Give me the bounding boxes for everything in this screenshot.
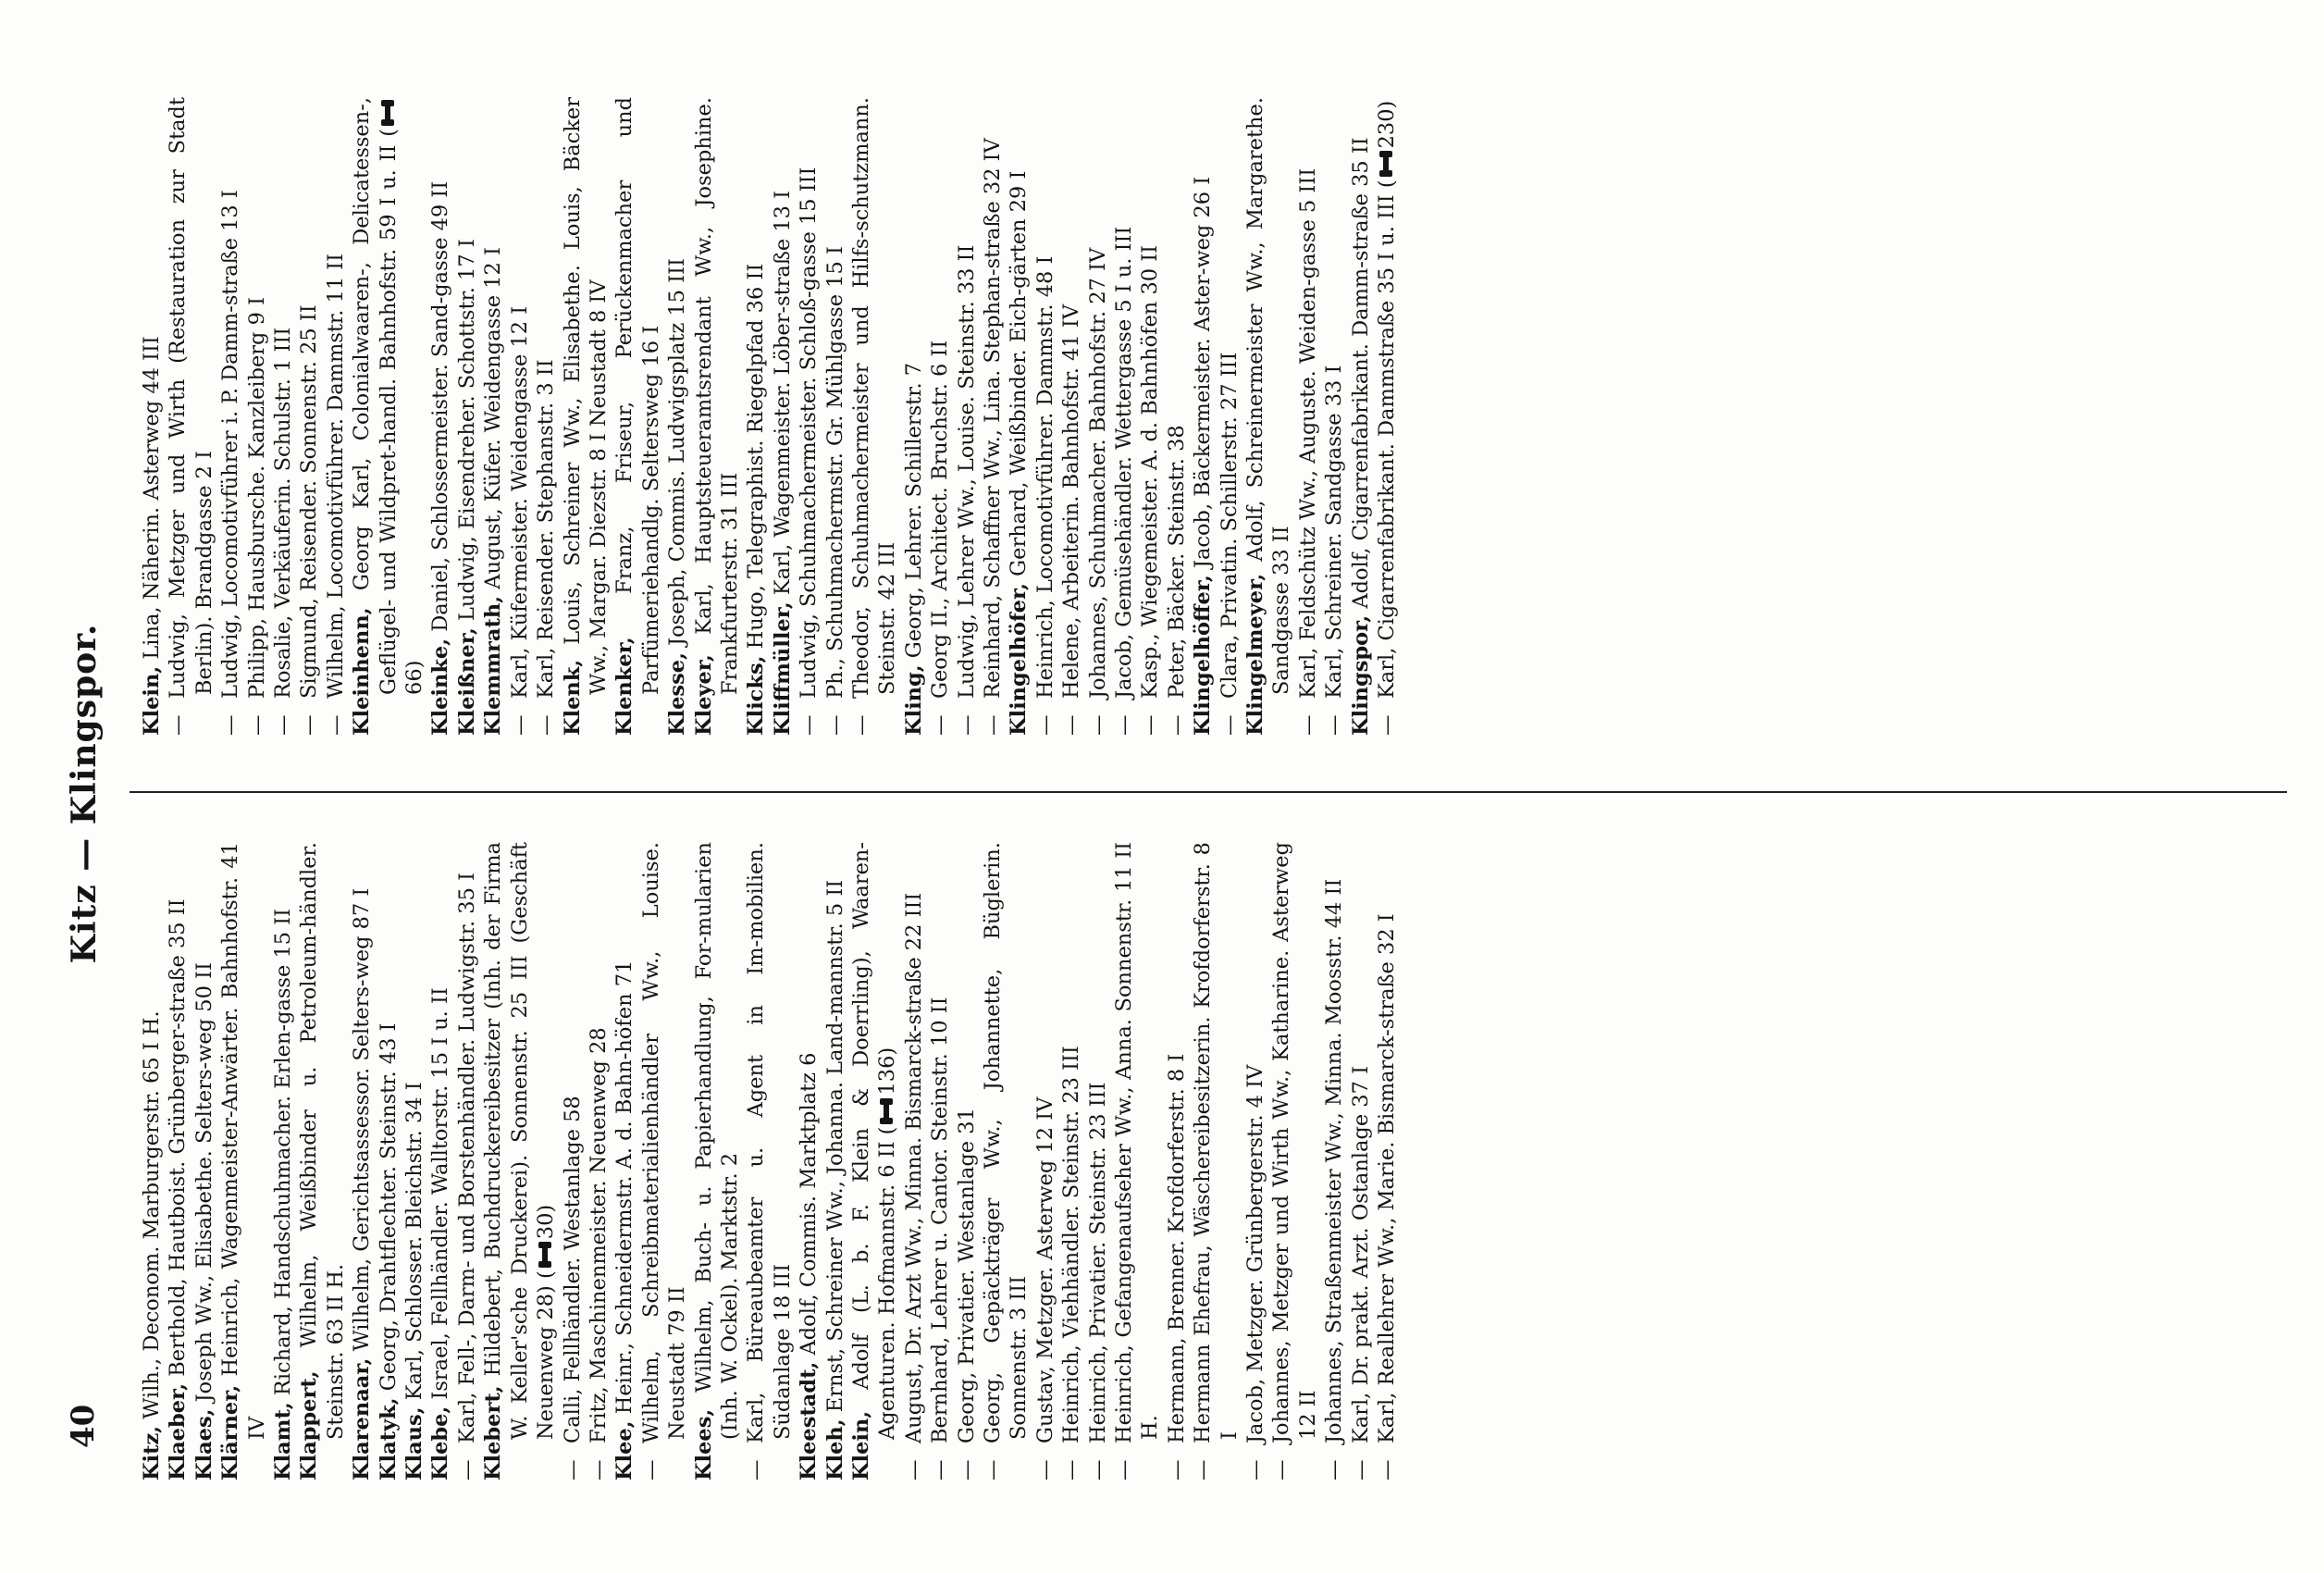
ditto-dash: — (822, 714, 847, 736)
entry-surname: Klingelhöfer, (1007, 582, 1032, 736)
entry-surname: Klaus, (402, 1406, 427, 1480)
entry-details: Gustav, Metzger. Asterweg 12 IV (1032, 1096, 1057, 1443)
ditto-dash: — (928, 1459, 953, 1480)
directory-entry (1321, 97, 1347, 736)
directory-entry (927, 842, 953, 1480)
entry-details: Johannes, Schuhmacher. Bahnhofstr. 27 IV (1085, 247, 1110, 699)
directory-entry (454, 842, 480, 1480)
directory-entry: Klebert, Hildebert, Buchdruckereibesitzer (Inh. der Firma W. Keller'sche Druckerei). Sonnenstr. 25 III (Geschäft Neuenweg 28) ( 30) (481, 842, 559, 1480)
entry-details: Karl, Cigarrenfabrikant. Dammstraße 35 I u. III (1375, 194, 1400, 699)
entry-surname: Klingelhöffer, (1191, 575, 1216, 736)
ditto-dash: — (560, 1459, 585, 1480)
ditto-dash: — (1112, 714, 1137, 736)
directory-entry (427, 97, 453, 736)
directory-entry (848, 97, 901, 736)
entry-details: Karl, Schreiner. Sandgasse 33 I (1322, 365, 1347, 699)
directory-entry (165, 842, 191, 1480)
ditto-dash: — (218, 714, 243, 736)
directory-entry (1137, 97, 1163, 736)
entry-details: Georg, Drahtflechter. Steinstr. 43 I (376, 1022, 401, 1392)
entry-details: Kasp., Wiegemeister. A. d. Bahnhöfen 30 II (1138, 244, 1163, 699)
ditto-dash: — (586, 1459, 611, 1480)
entry-details: Heinrich, Wagenmeister-Anwärter. Bahnhofstr. 41 IV (218, 841, 269, 1440)
directory-entry (743, 842, 796, 1480)
entry-surname: Klamt, (271, 1402, 296, 1480)
ditto-dash: — (454, 1459, 479, 1480)
entry-details: Israel, Fellhändler. Walltorstr. 15 I u. II (428, 987, 453, 1400)
ditto-dash: — (954, 1459, 979, 1480)
directory-entry (612, 842, 637, 1480)
entry-surname: Klesse, (665, 652, 690, 736)
entry-details: Adolf, Schreinermeister Ww., Margarethe. Sandgasse 33 II (1243, 97, 1294, 695)
entry-details: Karl, Schlosser. Bleichstr. 34 I (402, 1082, 427, 1401)
directory-entry (1085, 97, 1111, 736)
entry-details: Hermann, Brenner. Krofdorferstr. 8 I (1164, 1053, 1189, 1443)
entry-details: Ludwig, Locomotivführer i. P. Damm-straße 13 I (218, 190, 243, 699)
entry-details: Adolf (L. b. F. Klein & Doerrling), Waaren-Agenturen. Hofmannstr. 6 II (848, 842, 900, 1440)
entry-details: Heinrich, Gefangenaufseher Ww., Anna. Sonnenstr. 11 II H. (1112, 842, 1163, 1443)
entry-surname: Kleyer, (691, 654, 716, 736)
directory-entry (822, 842, 848, 1480)
entry-surname: Kleißner, (454, 627, 479, 736)
directory-entry (612, 97, 664, 736)
entry-details: Lina, Näherin. Asterweg 44 III (140, 336, 164, 660)
directory-entry (586, 842, 612, 1480)
ditto-dash: — (1164, 714, 1189, 736)
entry-details: Philipp, Hausbursche. Kanzleiberg 9 I (244, 297, 269, 699)
directory-entry (296, 842, 349, 1480)
entry-details: Wilhelm, Weißbinder u. Petroleum-händler. Steinstr. 63 II H. (297, 842, 348, 1440)
entry-details: Heinrich, Locomotivführer. Dammstr. 48 I (1032, 255, 1057, 699)
directory-entry (1006, 97, 1032, 736)
entry-details: Reinhard, Schaffner Ww., Lina. Stephan-straße 32 IV (981, 138, 1005, 699)
ditto-dash: — (848, 714, 873, 736)
ditto-dash: — (1348, 1459, 1373, 1480)
telephone-icon (377, 100, 398, 126)
entry-details: Heinrich, Viehhändler. Steinstr. 23 III (1059, 1046, 1084, 1443)
directory-entry (1217, 97, 1242, 736)
directory-entry (1348, 842, 1374, 1480)
entry-surname: Klaeber, (166, 1382, 191, 1480)
entry-details: Jacob, Gemüsehändler. Wettergasse 5 I u. III (1112, 226, 1137, 699)
page-header (57, 139, 113, 1448)
directory-entry (1111, 842, 1164, 1480)
entry-details: Georg, Gepäckträger Ww., Johannette, Büglerin. Sonnenstr. 3 III (981, 842, 1032, 1443)
entry-details: Ludwig, Metzger und Wirth (Restauration zur Stadt Berlin). Brandgasse 2 I (166, 97, 216, 699)
entry-surname: Klingelmeyer, (1243, 573, 1268, 736)
directory-entry (691, 97, 744, 736)
directory-entry (954, 97, 980, 736)
entry-details: Johannes, Metzger und Wirth Ww., Katharine. Asterweg 12 II (1269, 842, 1320, 1443)
ditto-dash: — (1059, 714, 1084, 736)
entry-details: August, Dr. Arzt Ww., Minna. Bismarck-straße 22 III (901, 892, 926, 1443)
directory-entry (901, 842, 927, 1480)
directory-entry (139, 97, 165, 736)
telephone-number: 136 (875, 1055, 900, 1096)
directory-entry (1321, 842, 1347, 1480)
entry-surname: Klärner, (218, 1384, 243, 1480)
entry-details: Karl, Fell-, Darm- und Borstenhändler. Ludwigstr. 35 I (454, 873, 479, 1443)
directory-entry (691, 842, 744, 1480)
entry-details: Franz, Friseur, Perückenmacher und Parfümeriehandlg. Seltersweg 16 I (612, 97, 663, 695)
directory-entry (139, 842, 165, 1480)
entry-details: Adolf, Cigarrenfabrikant. Damm-straße 35 II (1348, 137, 1373, 609)
ditto-dash: — (271, 714, 296, 736)
ditto-dash: — (901, 1459, 926, 1480)
ditto-dash: — (1085, 714, 1110, 736)
ditto-dash: — (1032, 1459, 1057, 1480)
directory-entry (296, 97, 322, 736)
directory-entry (349, 842, 375, 1480)
entry-details: Hermann Ehefrau, Wäschereibesitzerin. Krofdorferstr. 8 I (1191, 842, 1242, 1443)
entry-details: Hugo, Telegraphist. Riegelpfad 36 II (744, 263, 769, 650)
directory-entry (822, 97, 848, 736)
entry-details: Georg II., Architect. Bruchstr. 6 II (928, 340, 953, 699)
entry-details: Georg Karl, Colonialwaaren-, Delicatessen-, Geflügel- und Wildpret-handl. Bahnhofstr. 59 I u. II (350, 97, 401, 695)
entry-details: Richard, Handschuhmacher. Erlen-gasse 15 II (271, 909, 296, 1396)
entry-details: Sigmund, Reisender. Sonnenstr. 25 II (297, 304, 322, 699)
entry-surname: Klenk, (560, 659, 585, 736)
directory-entry (638, 842, 691, 1480)
directory-entry (323, 97, 349, 736)
directory-entry (192, 842, 217, 1480)
entry-details: Karl, Reallehrer Ww., Marie. Bismarck-straße 32 I (1375, 913, 1400, 1443)
entry-surname: Klarenaar, (350, 1357, 375, 1480)
entry-surname: Klebe, (428, 1406, 453, 1480)
ditto-dash: — (981, 1459, 1005, 1480)
ditto-dash: — (954, 714, 979, 736)
directory-entry (454, 97, 480, 736)
ditto-dash: — (981, 714, 1005, 736)
ditto-dash: — (928, 714, 953, 736)
directory-entry (796, 97, 822, 736)
directory-entry (770, 97, 796, 736)
entry-surname: Klees, (691, 1408, 716, 1480)
entry-surname: Klingspor, (1348, 614, 1373, 736)
directory-entry (1190, 842, 1242, 1480)
entry-details: Wilhelm, Buch- u. Papierhandlung, For-mularien (Inh. W. Ockel). Marktstr. 2 (691, 841, 742, 1440)
entry-surname: Klemmrath, (481, 595, 506, 736)
ditto-dash: — (797, 714, 822, 736)
entry-details: Georg, Privatier. Westanlage 31 (954, 1108, 979, 1443)
entry-details: Rosalie, Verkäuferin. Schulstr. 1 III (271, 327, 296, 699)
directory-entry (480, 97, 506, 736)
ditto-dash: — (1191, 1459, 1216, 1480)
entry-details: Hildebert, Buchdruckereibesitzer (Inh. der Firma W. Keller'sche Druckerei). Sonnenstr. 25 III (Geschäft Neuenweg 28) (481, 842, 559, 1440)
directory-entry (1058, 842, 1084, 1480)
entry-surname: Kleinhenn, (350, 607, 375, 736)
ditto-dash: — (1243, 1459, 1268, 1480)
entry-details: Karl, Feldschütz Ww., Auguste. Weiden-gasse 5 III (1295, 167, 1320, 699)
entry-details: Adolf, Commis. Marktplatz 6 (797, 1052, 822, 1356)
ditto-dash: — (1112, 1459, 1137, 1480)
directory-column-right (139, 97, 1401, 736)
entry-surname: Kleinke, (428, 638, 453, 736)
entry-details: Clara, Privatin. Schillerstr. 27 III (1217, 352, 1242, 699)
telephone-icon (1376, 151, 1396, 177)
directory-entry (1032, 842, 1058, 1480)
entry-surname: Klicks, (744, 655, 769, 736)
directory-column-left (139, 842, 1401, 1480)
directory-entry (664, 97, 690, 736)
ditto-dash: — (1375, 1459, 1400, 1480)
entry-details: Theodor, Schuhmachermeister und Hilfs-schutzmann. Steinstr. 42 III (848, 97, 900, 699)
directory-entry (402, 842, 427, 1480)
ditto-dash: — (1269, 1459, 1294, 1480)
entry-details: Berthold, Hautboist. Grünberger-straße 35 II (166, 898, 191, 1377)
entry-details: Karl, Büreaubeamter u. Agent in Im-mobilien. Südanlage 18 III (744, 842, 795, 1443)
directory-entry (560, 842, 586, 1480)
directory-entry (1058, 97, 1084, 736)
entry-details: Ludwig, Lehrer Ww., Louise. Steinstr. 33 II (954, 244, 979, 699)
entry-details: Georg, Lehrer. Schillerstr. 7 (901, 362, 926, 659)
entry-surname: Klenker, (612, 637, 637, 736)
entry-details: Bernhard, Lehrer u. Cantor. Steinstr. 10 II (928, 997, 953, 1443)
directory-entry (1242, 97, 1295, 736)
directory-entry (165, 97, 217, 736)
ditto-dash: — (1322, 1459, 1347, 1480)
column-divider-rule (130, 791, 2287, 793)
directory-entry (507, 97, 533, 736)
telephone-number: 230 (1375, 108, 1400, 149)
ditto-dash: — (1164, 1459, 1189, 1480)
entry-surname: Klebert, (481, 1385, 506, 1480)
entry-surname: Klaes, (192, 1408, 216, 1480)
entry-details: Calli, Fellhändler. Westanlage 58 (560, 1096, 585, 1443)
entry-surname: Kling, (901, 664, 926, 736)
ditto-dash: — (507, 714, 532, 736)
directory-entry: —Karl, Cigarrenfabrikant. Dammstraße 35 I u. III ( 230) (1375, 100, 1400, 736)
entry-details: Johannes, Straßenmeister Ww., Minna. Moosstr. 44 II (1322, 878, 1347, 1443)
entry-surname: Kliffmüller, (770, 601, 795, 736)
entry-details: Heinrich, Privatier. Steinstr. 23 III (1085, 1082, 1110, 1443)
directory-entry (980, 97, 1006, 736)
entry-surname: Klatyk, (376, 1397, 401, 1480)
entry-details: Karl, Dr. prakt. Arzt. Ostanlage 37 I (1348, 1066, 1373, 1443)
directory-entry (743, 97, 769, 736)
entry-details: Karl, Hauptsteueramtsrendant Ww., Josephine. Frankfurterstr. 31 III (691, 97, 742, 695)
directory-entry (1348, 97, 1374, 736)
entry-details: Karl, Reisender. Stephanstr. 3 II (534, 359, 559, 699)
telephone-icon (535, 1242, 555, 1268)
telephone-number: 66 (402, 668, 427, 695)
directory-entry (1190, 97, 1216, 736)
directory-entry (954, 842, 980, 1480)
directory-entry (1164, 97, 1190, 736)
ditto-dash: — (1032, 714, 1057, 736)
page-number: 40 (65, 1404, 102, 1448)
entry-details: Ph., Schuhmachermstr. Gr. Mühlgasse 15 I (822, 246, 847, 699)
directory-entry (1032, 97, 1058, 736)
ditto-dash: — (1059, 1459, 1084, 1480)
entry-details: Ernst, Schreiner Ww., Johanna. Land-mannstr. 5 II (822, 879, 847, 1413)
directory-entry (1374, 842, 1400, 1480)
directory-entry (1268, 842, 1321, 1480)
entry-details: Wilhelm, Locomotivführer. Dammstr. 11 II (323, 253, 348, 699)
entry-details: Joseph Ww., Elisabethe. Selters-weg 50 II (192, 962, 216, 1403)
entry-details: Helene, Arbeiterin. Bahnhofstr. 41 IV (1059, 304, 1084, 699)
entry-details: August, Küfer. Weidengasse 12 I (481, 247, 506, 589)
entry-details: Fritz, Maschinenmeister. Neuenweg 28 (586, 1027, 611, 1443)
entry-details: Daniel, Schlossermeister. Sand-gasse 49 II (428, 180, 453, 632)
entry-details: Joseph, Commis. Ludwigsplatz 15 III (665, 258, 690, 646)
running-head: Kitz — Klingspor. (65, 623, 104, 964)
directory-entry (270, 97, 296, 736)
entry-surname: Klappert, (297, 1370, 322, 1480)
ditto-dash: — (297, 714, 322, 736)
directory-entry (980, 842, 1032, 1480)
directory-entry (560, 97, 612, 736)
directory-entry (1111, 97, 1137, 736)
directory-entry (796, 842, 822, 1480)
entry-details: Louis, Schreiner Ww., Elisabethe. Louis, Bäcker Ww., Margar. Diezstr. 8 I Neustadt 8 IV (560, 97, 611, 695)
ditto-dash: — (638, 1459, 663, 1480)
ditto-dash: — (1322, 714, 1347, 736)
ditto-dash: — (1138, 714, 1163, 736)
entry-details: Karl, Wagenmeister. Löber-straße 13 I (770, 190, 795, 596)
telephone-number: 30 (534, 1212, 559, 1240)
directory-entry (1242, 842, 1268, 1480)
entry-surname: Klee, (612, 1420, 637, 1480)
entry-details: Jacob, Metzger. Grünbergerstr. 4 IV (1243, 1064, 1268, 1443)
ditto-dash: — (244, 714, 269, 736)
entry-details: Gerhard, Weißbinder. Eich-gärten 29 I (1007, 170, 1032, 576)
directory-entry (1295, 97, 1321, 736)
entry-details: Wilh., Deconom. Marburgerstr. 65 I H. (140, 1010, 164, 1419)
directory-entry (533, 97, 559, 736)
entry-surname: Kleestadt, (797, 1361, 822, 1480)
directory-entry (1085, 842, 1111, 1480)
entry-details: Wilhelm, Gerichtsassessor. Selters-weg 87 I (350, 887, 375, 1352)
entry-surname: Klein, (848, 1410, 873, 1480)
directory-entry (270, 842, 296, 1480)
ditto-dash: — (323, 714, 348, 736)
entry-details: Heinr., Schneidermstr. A. d. Bahn-höfen 71 (612, 960, 637, 1415)
ditto-dash: — (1217, 714, 1242, 736)
directory-entry: Kleinhenn, Georg Karl, Colonialwaaren-, Delicatessen-, Geflügel- und Wildpret-handl. Bahnhofstr. 59 I u. II ( 66) (350, 97, 427, 736)
entry-details: Karl, Küfermeister. Weidengasse 12 I (507, 305, 532, 699)
ditto-dash: — (1295, 714, 1320, 736)
directory-entry (1164, 842, 1190, 1480)
ditto-dash: — (1085, 1459, 1110, 1480)
entry-details: Ludwig, Eisendreher. Schottstr. 17 I (454, 239, 479, 622)
directory-entry (376, 842, 402, 1480)
ditto-dash: — (1375, 714, 1400, 736)
entry-surname: Kitz, (140, 1425, 164, 1480)
entry-details: Ludwig, Schuhmachermeister. Schloß-gasse 15 III (797, 167, 822, 699)
directory-entry (217, 842, 270, 1480)
directory-entry (901, 97, 927, 736)
directory-entry (427, 842, 453, 1480)
directory-entry (217, 97, 243, 736)
entry-details: Wilhelm, Schreibmaterialienhändler Ww., Louise. Neustadt 79 II (638, 842, 690, 1443)
directory-entry (244, 97, 270, 736)
ditto-dash: — (534, 714, 559, 736)
entry-surname: Kleh, (822, 1418, 847, 1480)
entry-details: Jacob, Bäckermeister. Aster-weg 26 I (1191, 176, 1216, 569)
directory-entry: Klein, Adolf (L. b. F. Klein & Doerrling), Waaren-Agenturen. Hofmannstr. 6 II ( 136) (848, 842, 900, 1480)
directory-entry (927, 97, 953, 736)
entry-details: Peter, Bäcker. Steinstr. 38 (1164, 425, 1189, 699)
ditto-dash: — (166, 714, 191, 736)
ditto-dash: — (744, 1459, 769, 1480)
telephone-icon (876, 1098, 896, 1124)
entry-surname: Klein, (140, 665, 164, 736)
